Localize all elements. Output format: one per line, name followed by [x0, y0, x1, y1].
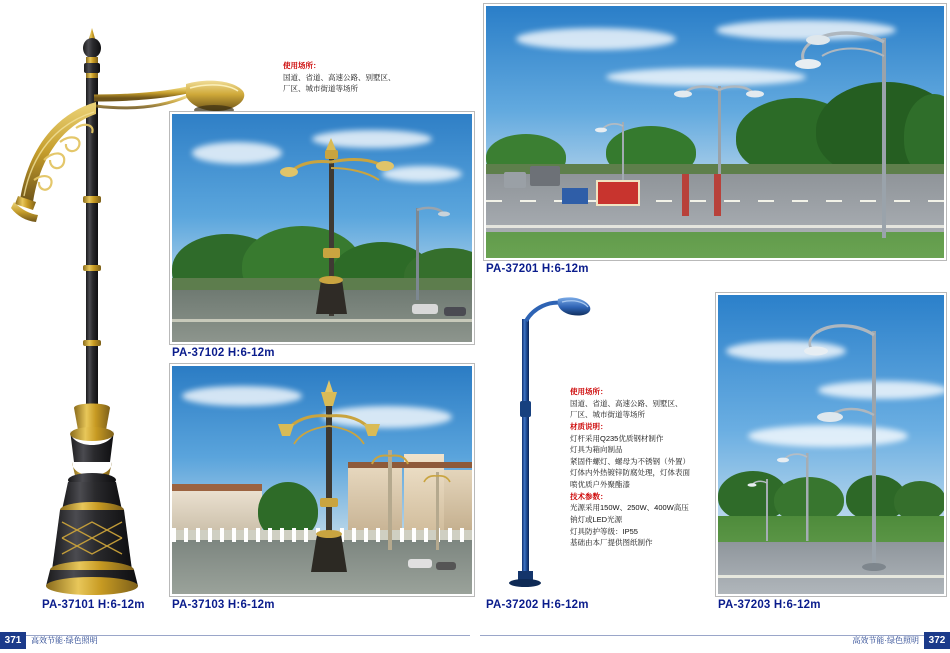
scene-far-streetlights-pa-37102 [386, 192, 456, 302]
tech-line-2: 钠灯或LED光源 [570, 514, 623, 524]
caption-pa-37101: PA-37101 H:6-12m [42, 599, 145, 611]
caption-pa-37202: PA-37202 H:6-12m [486, 599, 589, 611]
scene-lamp-pa-37201 [786, 12, 916, 242]
usage-line-left-2: 厂区、城市街道等场所 [283, 84, 358, 94]
material-heading-right: 材质说明： [570, 421, 608, 431]
scene-receding-lamps-pa-37203 [746, 445, 856, 555]
photo-pa-37102 [170, 112, 474, 344]
footer-text-right: 高效节能·绿色照明 [852, 635, 919, 645]
usage-line-right-2: 厂区、城市街道等场所 [570, 410, 645, 420]
photo-pa-37201 [484, 4, 946, 260]
tech-heading-right: 技术参数： [570, 491, 608, 501]
footer-text-left: 高效节能·绿色照明 [31, 635, 98, 645]
scene-lamp-pa-37102 [267, 128, 397, 318]
footer-left [0, 627, 300, 653]
tech-line-3: 灯具防护等级：IP55 [570, 526, 638, 536]
folio-left: 371 [0, 632, 26, 649]
tech-line-4: 基础由本厂提供图纸制作 [570, 538, 653, 548]
material-line-4: 灯体内外热镀锌防腐处理，灯体表面 [570, 468, 690, 478]
usage-heading-right: 使用场所： [570, 387, 608, 396]
scene-receding-lamps-pa-37103 [370, 432, 470, 552]
usage-line-left-1: 国道、省道、高速公路、别墅区、 [283, 72, 396, 82]
usage-heading-left: 使用场所： [283, 61, 321, 70]
material-line-5: 喷优质户外聚酯漆 [570, 480, 630, 489]
material-line-1: 灯杆采用Q235优质钢材制作 [570, 433, 664, 443]
footer-right [650, 627, 950, 653]
material-line-3: 紧固件螺灯、螺母为不锈钢（外置） [570, 456, 690, 466]
caption-pa-37203: PA-37203 H:6-12m [718, 599, 821, 611]
caption-pa-37201: PA-37201 H:6-12m [486, 263, 589, 275]
folio-right: 372 [924, 632, 950, 649]
tech-line-1: 光源采用150W、250W、400W高压 [570, 503, 689, 513]
material-line-2: 灯具为箱向制品 [570, 445, 623, 455]
usage-note-left [283, 60, 463, 95]
photo-pa-37203 [716, 293, 946, 596]
spec-block-right [570, 386, 735, 549]
caption-pa-37103: PA-37103 H:6-12m [172, 599, 275, 611]
usage-line-right-1: 国道、省道、高速公路、别墅区、 [570, 398, 683, 408]
caption-pa-37102: PA-37102 H:6-12m [172, 347, 275, 359]
photo-pa-37103 [170, 364, 474, 596]
